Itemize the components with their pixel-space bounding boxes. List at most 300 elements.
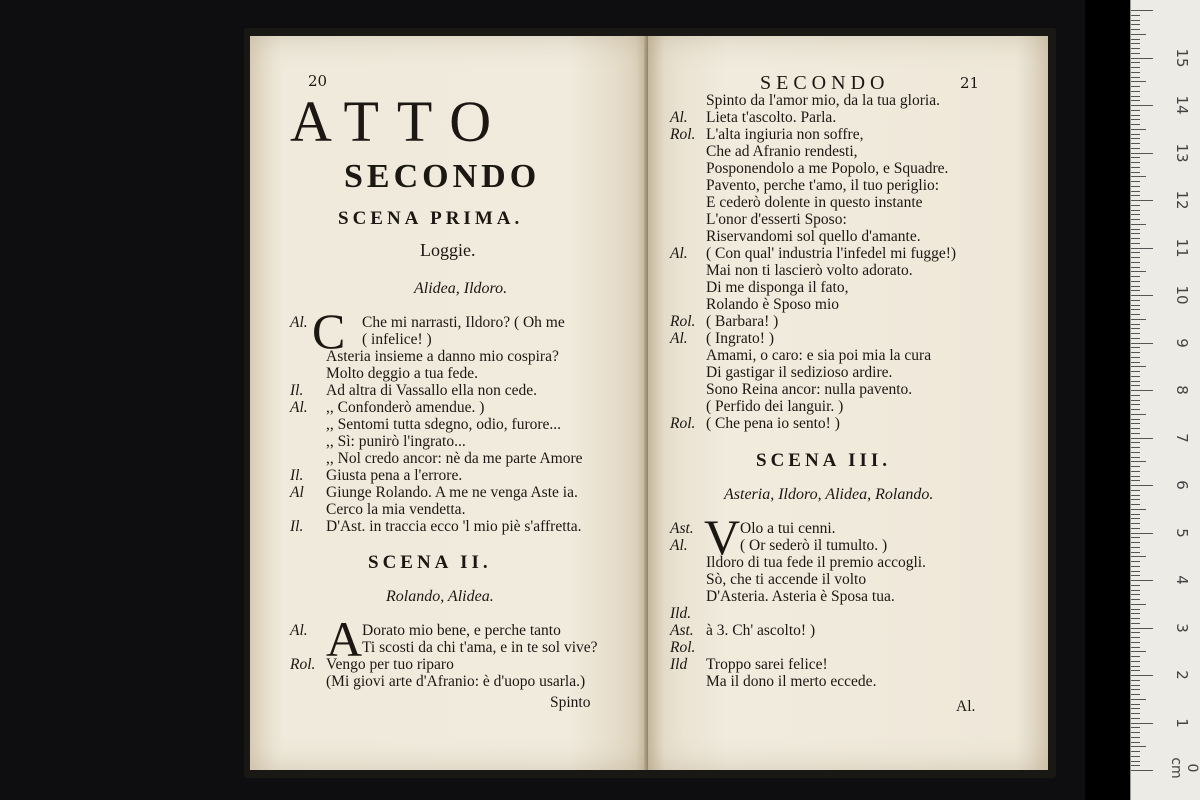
- verse-text: Riservandomi sol quello d'amante.: [706, 228, 921, 245]
- ruler-tick: [1131, 618, 1140, 619]
- ruler-tick: [1131, 309, 1140, 310]
- ruler-tick: [1131, 442, 1140, 443]
- verse-text: Mai non ti lascierò volto adorato.: [706, 262, 913, 279]
- ruler-tick: [1131, 371, 1140, 372]
- verse-line: [670, 520, 926, 537]
- verse-line: [290, 348, 583, 365]
- ruler-tick: [1131, 433, 1140, 434]
- speaker-label: Al.: [670, 537, 688, 554]
- ruler-tick: [1131, 395, 1140, 396]
- ruler-tick: [1131, 713, 1140, 714]
- verse-text: ( Or sederò il tumulto. ): [740, 537, 888, 554]
- verse-text: Che mi narrasti, Ildoro? ( Oh me: [362, 314, 565, 331]
- verse-line: [670, 228, 956, 245]
- ruler-tick: [1131, 281, 1140, 282]
- ruler-tick: [1131, 499, 1140, 500]
- speaker-label: Rol.: [290, 656, 316, 673]
- scene2-text: [290, 622, 598, 690]
- ruler-tick: [1131, 742, 1140, 743]
- ruler-number: 4: [1173, 575, 1191, 585]
- mount-board: [1085, 0, 1130, 800]
- ruler-tick: [1131, 153, 1153, 154]
- ruler-tick: [1131, 689, 1140, 690]
- verse-line: [290, 656, 598, 673]
- verse-text: Amami, o caro: e sia poi mia la cura: [706, 347, 932, 364]
- verse-line: [670, 605, 926, 622]
- speaker-label: Al.: [290, 622, 308, 639]
- verse-text: Sono Reina ancor: nulla pavento.: [706, 381, 913, 398]
- ruler-tick: [1131, 295, 1153, 296]
- ruler-tick: [1131, 718, 1140, 719]
- drop-cap: A: [326, 611, 363, 667]
- ruler-number: 2: [1173, 670, 1191, 680]
- verse-text: Ad altra di Vassallo ella non cede.: [326, 382, 538, 399]
- verse-line: [670, 262, 956, 279]
- verse-line: [670, 639, 926, 656]
- ruler-number: 3: [1173, 622, 1191, 633]
- ruler-tick: [1131, 428, 1140, 429]
- ruler-tick: [1131, 761, 1140, 762]
- ruler-number: 13: [1173, 142, 1191, 163]
- verse-line: [670, 398, 956, 415]
- verse-text: ,, Sentomi tutta sdegno, odio, furore...: [326, 416, 562, 433]
- ruler-tick: [1131, 670, 1140, 671]
- verse-text: ,, Confonderò amendue. ): [326, 399, 485, 416]
- speaker-label: Rol.: [670, 415, 696, 432]
- verse-text: L'alta ingiuria non soffre,: [706, 126, 864, 143]
- ruler-tick: [1131, 666, 1140, 667]
- ruler-tick: [1131, 172, 1140, 173]
- verse-text: Pavento, perche t'amo, il tuo periglio:: [706, 177, 940, 194]
- verse-line: [670, 588, 926, 605]
- verse-text: Spinto da l'amor mio, da la tua gloria.: [706, 92, 940, 109]
- verse-line: [290, 639, 598, 656]
- speaker-label: Rol.: [670, 313, 696, 330]
- ruler-tick: [1131, 580, 1153, 581]
- ruler-number: 1: [1173, 717, 1191, 728]
- verse-text: Posponendolo a me Popolo, e Squadre.: [706, 160, 949, 177]
- verse-line: [670, 296, 956, 313]
- verse-line: [290, 416, 583, 433]
- left-page: [250, 36, 648, 770]
- ruler-tick: [1131, 100, 1140, 101]
- ruler-tick: [1131, 286, 1140, 287]
- speaker-label: Il.: [290, 382, 304, 399]
- ruler-tick: [1131, 746, 1146, 747]
- ruler-tick: [1131, 599, 1140, 600]
- verse-text: à 3. Ch' ascolto! ): [706, 622, 816, 639]
- ruler-tick: [1131, 476, 1140, 477]
- ruler-tick: [1131, 537, 1140, 538]
- ruler-tick: [1131, 571, 1140, 572]
- ruler-tick: [1131, 248, 1153, 249]
- ruler-tick: [1131, 590, 1140, 591]
- ruler-tick: [1131, 556, 1146, 557]
- ruler-number: 5: [1173, 527, 1191, 538]
- ruler-tick: [1131, 452, 1140, 453]
- ruler-tick: [1131, 176, 1146, 177]
- verse-line: [670, 92, 956, 109]
- ruler-number: 11: [1173, 237, 1191, 258]
- ruler-tick: [1131, 129, 1146, 130]
- ruler-tick: [1131, 324, 1140, 325]
- ruler-number: 12: [1173, 190, 1191, 210]
- ruler-tick: [1131, 385, 1140, 386]
- ruler-tick: [1131, 404, 1140, 405]
- ruler-tick: [1131, 518, 1140, 519]
- ruler-tick: [1131, 585, 1140, 586]
- ruler-tick: [1131, 461, 1146, 462]
- ruler-tick: [1131, 138, 1140, 139]
- ruler-tick: [1131, 162, 1140, 163]
- ruler-tick: [1131, 751, 1140, 752]
- speaker-label: Al.: [670, 109, 688, 126]
- verse-text: D'Ast. in traccia ecco 'l mio piè s'affretta.: [326, 518, 582, 535]
- ruler-tick: [1131, 305, 1140, 306]
- ruler-tick: [1131, 575, 1140, 576]
- verse-text: (Mi giovi arte d'Afranio: è d'uopo usarla.): [326, 673, 586, 690]
- ruler-tick: [1131, 24, 1140, 25]
- verse-line: [290, 622, 598, 639]
- verse-text: ( Con qual' industria l'infedel mi fugge!): [706, 245, 957, 262]
- measuring-ruler: [1130, 0, 1200, 800]
- ruler-tick: [1131, 10, 1153, 11]
- ruler-tick: [1131, 91, 1140, 92]
- ruler-tick: [1131, 362, 1140, 363]
- verse-text: Lieta t'ascolto. Parla.: [706, 109, 837, 126]
- ruler-tick: [1131, 651, 1146, 652]
- verse-line: [670, 656, 926, 673]
- ruler-tick: [1131, 704, 1140, 705]
- ruler-tick: [1131, 756, 1140, 757]
- ruler-tick: [1131, 414, 1146, 415]
- ruler-tick: [1131, 509, 1146, 510]
- act-subtitle: SECONDO: [344, 158, 541, 195]
- ruler-tick: [1131, 347, 1140, 348]
- catchword: Spinto: [550, 694, 591, 711]
- ruler-tick: [1131, 514, 1140, 515]
- ruler-tick: [1131, 680, 1140, 681]
- verse-line: [290, 518, 583, 535]
- ruler-tick: [1131, 124, 1140, 125]
- ruler-tick: [1131, 632, 1140, 633]
- verse-line: [670, 381, 956, 398]
- ruler-tick: [1131, 480, 1140, 481]
- ruler-tick: [1131, 727, 1140, 728]
- speaker-label: Al.: [290, 399, 308, 416]
- ruler-tick: [1131, 148, 1140, 149]
- speaker-label: Ast.: [670, 622, 694, 639]
- verse-text: Asteria insieme a danno mio cospira?: [326, 348, 559, 365]
- ruler-tick: [1131, 594, 1140, 595]
- verse-text: ,, Sì: punirò l'ingrato...: [326, 433, 466, 450]
- ruler-tick: [1131, 737, 1140, 738]
- ruler-tick: [1131, 423, 1140, 424]
- ruler-tick: [1131, 366, 1146, 367]
- ruler-tick: [1131, 419, 1140, 420]
- ruler-unit: 0 cm: [1168, 757, 1200, 779]
- ruler-tick: [1131, 609, 1140, 610]
- ruler-tick: [1131, 675, 1153, 676]
- ruler-tick: [1131, 338, 1140, 339]
- scene-characters: Alidea, Ildoro.: [414, 280, 508, 297]
- speaker-label: Rol.: [670, 126, 696, 143]
- ruler-tick: [1131, 409, 1140, 410]
- ruler-tick: [1131, 143, 1140, 144]
- ruler-tick: [1131, 48, 1140, 49]
- ruler-number: 6: [1173, 480, 1191, 490]
- verse-text: ( Perfido dei languir. ): [706, 398, 844, 415]
- ruler-tick: [1131, 200, 1153, 201]
- act-title: ATTO: [290, 89, 510, 154]
- speaker-label: Il.: [290, 467, 304, 484]
- ruler-tick: [1131, 319, 1146, 320]
- ruler-tick: [1131, 457, 1140, 458]
- ruler-tick: [1131, 547, 1140, 548]
- ruler-tick: [1131, 490, 1140, 491]
- ruler-tick: [1131, 485, 1153, 486]
- ruler-tick: [1131, 566, 1140, 567]
- verse-line: [670, 364, 956, 381]
- ruler-tick: [1131, 708, 1140, 709]
- ruler-tick: [1131, 637, 1140, 638]
- ruler-tick: [1131, 81, 1146, 82]
- ruler-number: 8: [1173, 385, 1191, 395]
- scene-characters: Asteria, Ildoro, Alidea, Rolando.: [724, 486, 934, 503]
- ruler-tick: [1131, 300, 1140, 301]
- ruler-tick: [1131, 390, 1153, 391]
- scene1-text: [290, 314, 583, 535]
- ruler-tick: [1131, 205, 1140, 206]
- speaker-label: Al.: [670, 330, 688, 347]
- ruler-tick: [1131, 628, 1153, 629]
- ruler-tick: [1131, 561, 1140, 562]
- speaker-label: Ild.: [670, 605, 692, 622]
- ruler-tick: [1131, 96, 1140, 97]
- verse-line: [290, 501, 583, 518]
- ruler-tick: [1131, 276, 1140, 277]
- verse-text: Di gastigar il sedizioso ardire.: [706, 364, 893, 381]
- speaker-label: Al.: [290, 314, 308, 331]
- ruler-tick: [1131, 732, 1140, 733]
- ruler-number: 7: [1173, 432, 1191, 443]
- verse-line: [290, 399, 583, 416]
- ruler-tick: [1131, 257, 1140, 258]
- ruler-tick: [1131, 243, 1140, 244]
- verse-text: Giusta pena a l'errore.: [326, 467, 463, 484]
- ruler-number: 14: [1173, 95, 1191, 115]
- ruler-tick: [1131, 233, 1140, 234]
- right-page: [648, 36, 1048, 770]
- speaker-label: Rol.: [670, 639, 696, 656]
- scene3-text: [670, 520, 926, 690]
- verse-line: [670, 571, 926, 588]
- ruler-tick: [1131, 723, 1153, 724]
- verse-line: [670, 673, 926, 690]
- ruler-tick: [1131, 34, 1146, 35]
- ruler-tick: [1131, 357, 1140, 358]
- ruler-tick: [1131, 115, 1140, 116]
- verse-line: [670, 160, 956, 177]
- verse-text: E cederò dolente in questo instante: [706, 194, 923, 211]
- ruler-tick: [1131, 58, 1153, 59]
- ruler-tick: [1131, 314, 1140, 315]
- verse-text: Vengo per tuo riparo: [326, 656, 454, 673]
- ruler-tick: [1131, 552, 1140, 553]
- verse-line: [670, 415, 956, 432]
- ruler-tick: [1131, 72, 1140, 73]
- ruler-tick: [1131, 134, 1140, 135]
- ruler-tick: [1131, 210, 1140, 211]
- ruler-tick: [1131, 647, 1140, 648]
- scene-heading: SCENA III.: [756, 450, 892, 471]
- ruler-tick: [1131, 613, 1140, 614]
- verse-line: [670, 211, 956, 228]
- verse-text: Giunge Rolando. A me ne venga Aste ia.: [326, 484, 578, 501]
- verse-text: Troppo sarei felice!: [706, 656, 828, 673]
- ruler-tick: [1131, 333, 1140, 334]
- speaker-label: Al.: [670, 245, 688, 262]
- speaker-label: Al: [290, 484, 304, 501]
- ruler-tick: [1131, 528, 1140, 529]
- ruler-tick: [1131, 471, 1140, 472]
- verse-text: L'onor d'esserti Sposo:: [706, 211, 847, 228]
- ruler-tick: [1131, 400, 1140, 401]
- ruler-number: 10: [1173, 285, 1191, 305]
- ruler-tick: [1131, 224, 1146, 225]
- ruler-tick: [1131, 604, 1146, 605]
- ruler-tick: [1131, 167, 1140, 168]
- ruler-number: 9: [1173, 337, 1191, 348]
- ruler-tick: [1131, 252, 1140, 253]
- ruler-tick: [1131, 29, 1140, 30]
- verse-text: ( Ingrato! ): [706, 330, 774, 347]
- verse-text: Cerco la mia vendetta.: [326, 501, 466, 518]
- verse-line: [670, 143, 956, 160]
- ruler-number: 15: [1173, 47, 1191, 68]
- scene-characters: Rolando, Alidea.: [386, 588, 494, 605]
- ruler-tick: [1131, 466, 1140, 467]
- ruler-tick: [1131, 39, 1140, 40]
- verse-line: [670, 622, 926, 639]
- right-text: [670, 92, 956, 432]
- verse-line: [670, 313, 956, 330]
- ruler-tick: [1131, 195, 1140, 196]
- verse-text: Ildoro di tua fede il premio accogli.: [706, 554, 926, 571]
- ruler-tick: [1131, 62, 1140, 63]
- ruler-tick: [1131, 699, 1146, 700]
- verse-line: [670, 194, 956, 211]
- ruler-tick: [1131, 765, 1140, 766]
- running-title: SECONDO: [760, 72, 890, 94]
- verse-text: ( Barbara! ): [706, 313, 779, 330]
- verse-line: [670, 245, 956, 262]
- drop-cap: C: [312, 303, 346, 359]
- speaker-label: Ast.: [670, 520, 694, 537]
- ruler-tick: [1131, 105, 1153, 106]
- ruler-tick: [1131, 381, 1140, 382]
- verse-line: [290, 467, 583, 484]
- scene-place: Loggie.: [420, 240, 476, 260]
- ruler-tick: [1131, 642, 1140, 643]
- verse-line: [290, 382, 583, 399]
- ruler-tick: [1131, 533, 1153, 534]
- ruler-tick: [1131, 290, 1140, 291]
- ruler-tick: [1131, 770, 1153, 771]
- ruler-tick: [1131, 238, 1140, 239]
- ruler-tick: [1131, 53, 1140, 54]
- ruler-tick: [1131, 504, 1140, 505]
- verse-text: Dorato mio bene, e perche tanto: [362, 622, 561, 639]
- ruler-tick: [1131, 181, 1140, 182]
- ruler-tick: [1131, 186, 1140, 187]
- ruler-tick: [1131, 267, 1140, 268]
- verse-line: [670, 347, 956, 364]
- ruler-tick: [1131, 694, 1140, 695]
- ruler-tick: [1131, 623, 1140, 624]
- ruler-tick: [1131, 438, 1153, 439]
- scene-heading: SCENA PRIMA.: [338, 208, 524, 229]
- ruler-tick: [1131, 661, 1140, 662]
- ruler-tick: [1131, 271, 1146, 272]
- verse-line: [290, 673, 598, 690]
- verse-text: Olo a tui cenni.: [740, 520, 836, 537]
- verse-line: [290, 314, 583, 331]
- verse-text: ( Che pena io sento! ): [706, 415, 840, 432]
- verse-text: Rolando è Sposo mio: [706, 296, 840, 313]
- ruler-tick: [1131, 157, 1140, 158]
- speaker-label: Il.: [290, 518, 304, 535]
- open-book: [244, 28, 1056, 778]
- verse-text: Che ad Afranio rendesti,: [706, 143, 858, 160]
- ruler-tick: [1131, 352, 1140, 353]
- ruler-tick: [1131, 191, 1140, 192]
- ruler-tick: [1131, 43, 1140, 44]
- ruler-tick: [1131, 86, 1140, 87]
- verse-line: [670, 109, 956, 126]
- ruler-tick: [1131, 219, 1140, 220]
- ruler-tick: [1131, 214, 1140, 215]
- verse-text: Ti scosti da chi t'ama, e in te sol vive?: [362, 639, 598, 656]
- verse-line: [670, 330, 956, 347]
- ruler-tick: [1131, 229, 1140, 230]
- page-number: 20: [308, 72, 328, 90]
- verse-line: [290, 331, 583, 348]
- verse-text: ,, Nol credo ancor: nè da me parte Amore: [326, 450, 583, 467]
- verse-line: [290, 484, 583, 501]
- verse-line: [670, 537, 926, 554]
- verse-line: [670, 126, 956, 143]
- page-number: 21: [960, 74, 980, 92]
- verse-line: [670, 554, 926, 571]
- ruler-tick: [1131, 15, 1140, 16]
- verse-line: [670, 279, 956, 296]
- ruler-tick: [1131, 262, 1140, 263]
- ruler-tick: [1131, 495, 1140, 496]
- ruler-tick: [1131, 77, 1140, 78]
- ruler-tick: [1131, 447, 1140, 448]
- verse-line: [290, 450, 583, 467]
- scene-heading: SCENA II.: [368, 552, 492, 573]
- verse-line: [670, 177, 956, 194]
- ruler-tick: [1131, 656, 1140, 657]
- ruler-tick: [1131, 119, 1140, 120]
- verse-line: [290, 365, 583, 382]
- verse-text: Sò, che ti accende il volto: [706, 571, 867, 588]
- verse-line: [290, 433, 583, 450]
- verse-text: Di me disponga il fato,: [706, 279, 849, 296]
- verse-text: D'Asteria. Asteria è Sposa tua.: [706, 588, 895, 605]
